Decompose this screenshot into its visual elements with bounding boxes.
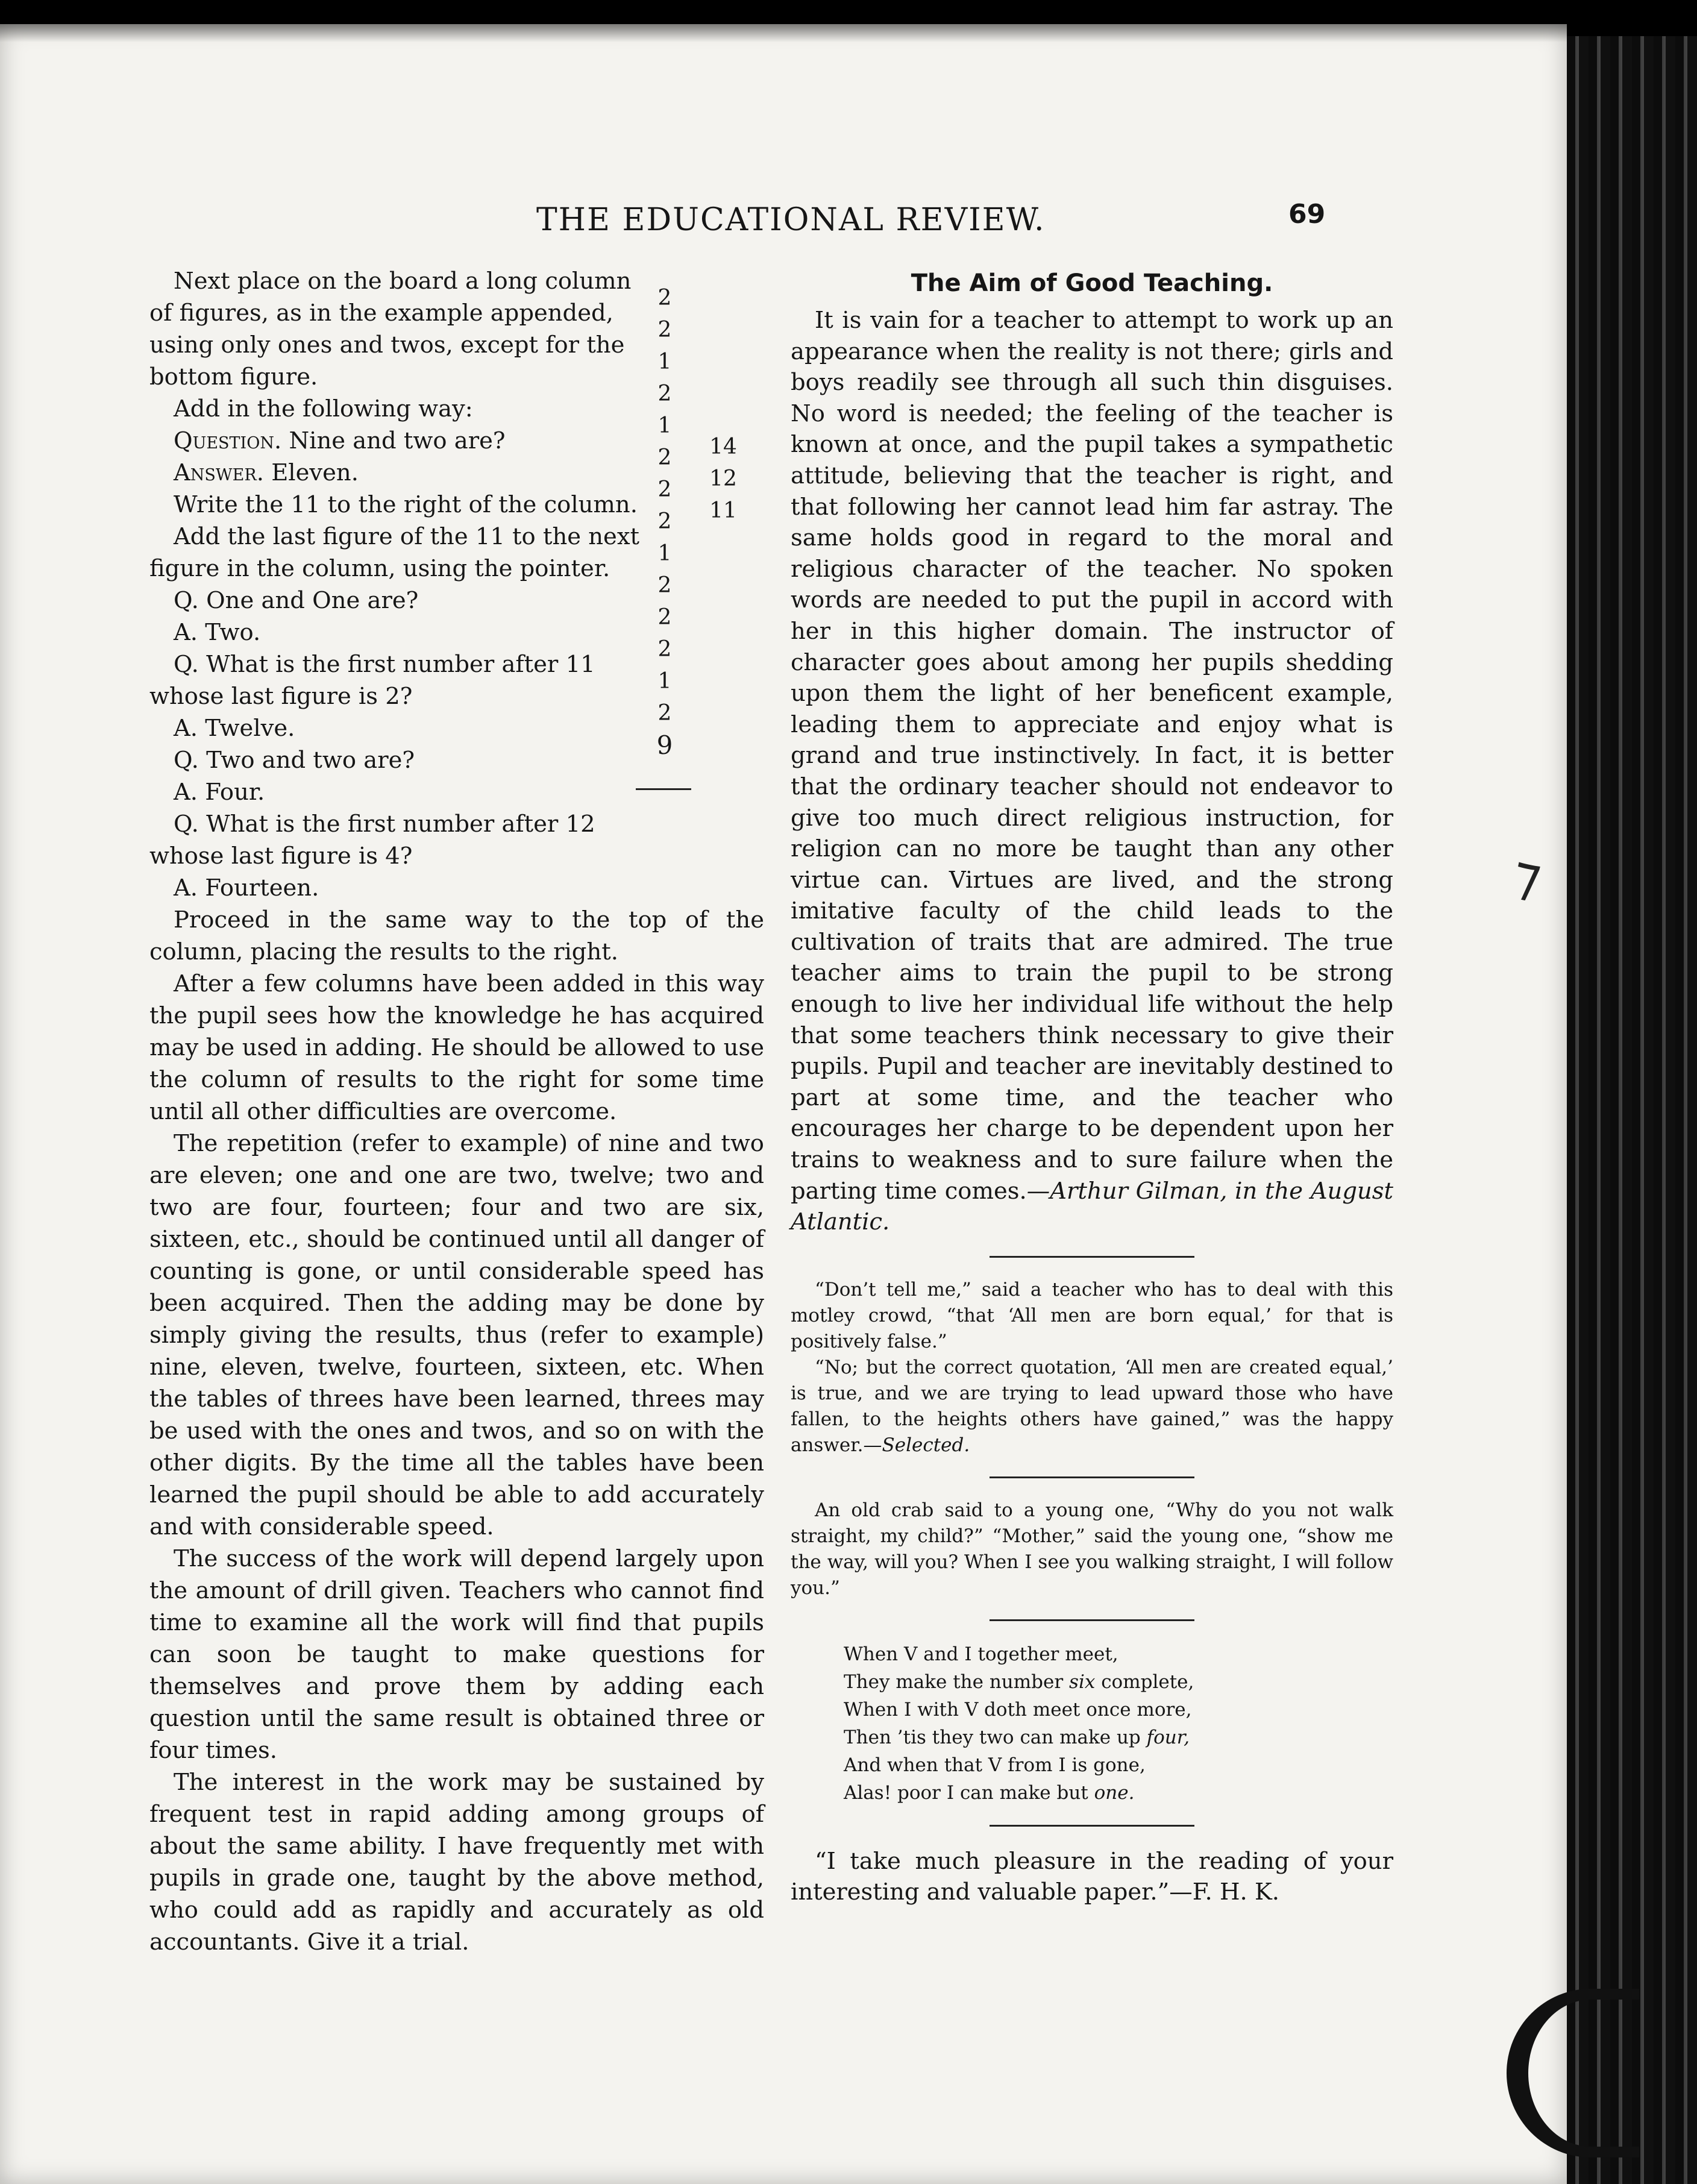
example-line: Add in the following way: [174, 395, 473, 422]
column-digit: 2 [657, 573, 672, 598]
poem-line [844, 1668, 1393, 1696]
example-line: A. Two. [174, 619, 261, 646]
anecdote-paragraph [791, 1355, 1393, 1458]
section-divider [990, 1619, 1194, 1621]
poem-text: complete, [1095, 1671, 1194, 1693]
column-digit: 2 [657, 477, 672, 502]
anecdote-source: —Selected. [863, 1434, 970, 1456]
anecdote-paragraph: “Don’t tell me,” said a teacher who has to deal with this motley crowd, “that ‘All men are born equal,’ for that is positively false.” [791, 1278, 1393, 1352]
results-column [705, 431, 741, 527]
column-digit: 1 [657, 413, 672, 438]
anecdote-text: “No; but the correct quotation, ‘All men are created equal,’ is true, and we are trying to lead upward those who have fallen, to the heights others have gained,” was the happy answer. [791, 1356, 1393, 1456]
intro-line: using only ones and twos, except for the [149, 331, 625, 359]
page-number: 69 [1288, 199, 1326, 230]
example-line [149, 457, 644, 489]
column-digit: 2 [657, 509, 672, 534]
example-line: A. Four. [174, 779, 265, 806]
poem [844, 1640, 1393, 1807]
scan-top-shadow [0, 0, 1567, 42]
example-line: Q. What is the first number after 11 [174, 651, 595, 678]
margin-pencil-mark: ⁊ [1507, 841, 1548, 909]
result-number: 12 [709, 466, 737, 491]
example-line: whose last figure is 2? [149, 683, 413, 710]
example-line: Write the 11 to the right of the column. [174, 491, 638, 518]
paragraph: The success of the work will depend largely upon the amount of drill given. Teachers who cannot find time to examine all the work will find that pupils can soon be taught to make questions for themselves and prove them by adding each question until the same result is obtained three or four times. [149, 1545, 764, 1764]
poem-line [844, 1724, 1393, 1751]
poem-line: And when that V from I is gone, [844, 1754, 1146, 1776]
sum-underline [636, 788, 691, 790]
column-digit: 2 [657, 318, 672, 342]
paragraph: The repetition (refer to example) of nine and two are eleven; one and one are two, twelve; two and two are four, fourteen; four and two are six, sixteen, etc., should be continued until all danger of counting is gone, or until considerable speed has been acquired. Then the adding may be done by simply giving the results, thus (refer to example) nine, eleven, twelve, fourteen, sixteen, etc. When the tables of threes have been learned, threes may be used with the ones and twos, and so on with the other digits. By the time all the tables have been learned the pupil should be able to add accurately and with considerable speed. [149, 1130, 764, 1540]
example-line [149, 425, 644, 457]
result-number: 14 [709, 435, 737, 459]
intro-line: bottom figure. [149, 363, 318, 391]
paragraph: After a few columns have been added in this way the pupil sees how the knowledge he has acquired may be used in adding. He should be allowed to use the column of results to the right for some time until all other difficulties are overcome. [149, 970, 764, 1125]
section-divider [990, 1825, 1194, 1827]
example-line: A. Twelve. [174, 715, 295, 742]
example-line: Q. Two and two are? [174, 747, 415, 774]
article-text: It is vain for a teacher to attempt to work up an appearance when the reality is not there; girls and boys readily see through all such thin disguises. No word is needed; the feeling of the teacher is known at once, and the pupil takes a sympathetic attitude, believing that the teacher is right, and that following her cannot lead him far astray. The same holds good in regard to the moral and religious character of the teacher. No spoken words are needed to put the pupil in accord with her in this higher domain. The instructor of character goes about among her pupils shedding upon them the light of her beneficent example, leading them to appreciate and enjoy what is grand and true instinctively. In fact, it is better that the ordinary teacher should not endeavor to give too much direct religious instruction, for religion can no more be taught than any other virtue can. Virtues are lived, and the strong imitative faculty of the child leads to the cultivation of traits that are admired. The true teacher aims to train the pupil to be strong enough to live her individual life without the help that some teachers think necessary to give their pupils. Pupil and teacher are inevitably destined to part at some time, and the teacher who encourages her charge to be dependent upon her trains to weakness and to sure failure when the parting time comes. [791, 307, 1393, 1205]
running-header: THE EDUCATIONAL REVIEW. [536, 202, 1046, 238]
section-divider [990, 1476, 1194, 1478]
column-digit: 1 [657, 541, 672, 566]
poem-emphasis: six [1069, 1671, 1096, 1693]
poem-line: When I with V doth meet once more, [844, 1698, 1192, 1721]
poem-line [844, 1779, 1393, 1807]
addition-column-digits [653, 282, 677, 761]
column-digit: 2 [657, 637, 672, 662]
column-digit: 2 [657, 701, 672, 726]
answer-text: Eleven. [263, 459, 359, 486]
section-divider [990, 1256, 1194, 1258]
example-line: whose last figure is 4? [149, 843, 413, 870]
column-digit: 2 [657, 381, 672, 406]
intro-line: of figures, as in the example appended, [149, 300, 613, 327]
column-digit: 1 [657, 669, 672, 694]
poem-emphasis: four, [1146, 1726, 1190, 1748]
article-attribution: —Arthur Gilman, in the August Atlantic. [791, 1177, 1393, 1236]
poem-emphasis: one. [1094, 1781, 1135, 1804]
book-binding-edge [1567, 36, 1697, 2184]
reader-testimonial: “I take much pleasure in the reading of your interesting and valuable paper.”—F. H. K. [791, 1847, 1393, 1906]
poem-text: Alas! poor I can make but [844, 1781, 1094, 1804]
poem-text: Then ’tis they two can make up [844, 1726, 1147, 1748]
paragraph: Proceed in the same way to the top of the column, placing the results to the right. [149, 906, 764, 965]
article-title: The Aim of Good Teaching. [911, 269, 1273, 297]
result-number: 11 [709, 498, 737, 523]
poem-text: They make the number [844, 1671, 1070, 1693]
column-digit-bottom: 9 [656, 730, 673, 760]
right-column [791, 265, 1393, 1907]
intro-line: Next place on the board a long column [174, 268, 632, 295]
answer-label: Answer. [174, 459, 264, 486]
addition-example-text [149, 265, 644, 904]
question-label: Question. [174, 427, 282, 454]
article-body [791, 305, 1393, 1238]
example-line: Q. One and One are? [174, 587, 419, 614]
example-line: Add the last figure of the 11 to the next [174, 523, 640, 550]
column-digit: 2 [657, 286, 672, 310]
column-digit: 2 [657, 605, 672, 630]
crab-anecdote: An old crab said to a young one, “Why do you not walk straight, my child?” “Mother,” said the young one, “show me the way, will you? When I see you walking straight, I will follow you.” [791, 1499, 1393, 1599]
example-line: figure in the column, using the pointer. [149, 555, 610, 582]
poem-line: When V and I together meet, [844, 1643, 1118, 1665]
question-text: Nine and two are? [281, 427, 506, 454]
column-digit: 2 [657, 445, 672, 470]
paragraph: The interest in the work may be sustained by frequent test in rapid adding among groups of about the same ability. I have frequently met with pupils in grade one, taught by the above method, who could add as rapidly and accurately as old accountants. Give it a trial. [149, 1769, 764, 1956]
example-line: A. Fourteen. [174, 874, 319, 902]
column-digit: 1 [657, 350, 672, 374]
example-line: Q. What is the first number after 12 [174, 811, 595, 838]
